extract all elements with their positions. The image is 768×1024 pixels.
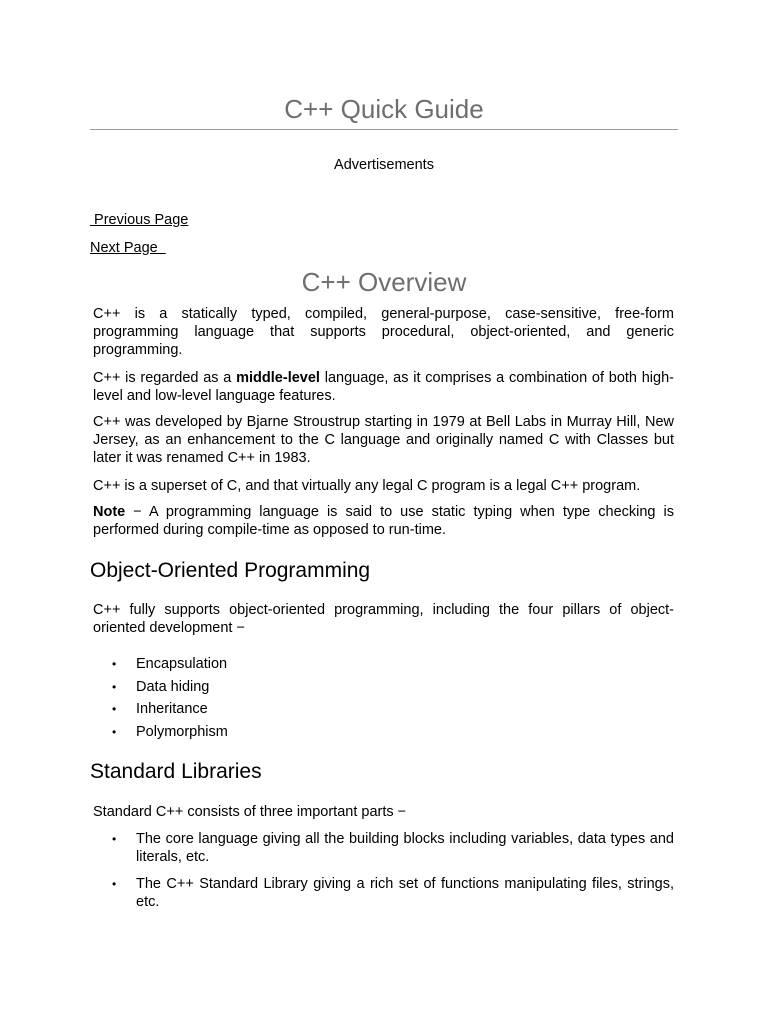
oop-intro: C++ fully supports object-oriented programming, including the four pillars of object-oriented development − — [93, 602, 674, 637]
overview-paragraph-1: C++ is a statically typed, compiled, general-purpose, case-sensitive, free-form programming language that supports procedural, object-oriented, and generic programming. — [93, 306, 674, 359]
title-divider — [90, 129, 678, 130]
next-page-link[interactable]: Next Page — [90, 240, 166, 256]
bullet-icon: • — [112, 702, 117, 717]
list-item-text: Encapsulation — [136, 656, 228, 672]
previous-page-link[interactable]: Previous Page — [90, 212, 189, 228]
list-item-text: Inheritance — [136, 701, 208, 718]
overview-paragraph-2-end: language, as it comprises a combination of both high-level and low-level language features. — [93, 370, 674, 405]
standard-libraries-list — [93, 830, 674, 920]
advertisements-label: Advertisements — [334, 157, 434, 173]
oop-pillars-list — [93, 655, 674, 746]
bullet-icon: • — [112, 679, 117, 694]
bullet-icon: • — [112, 832, 117, 846]
list-item-text: The C++ Standard Library giving a rich set of functions manipulating files, strings, etc. — [136, 876, 674, 910]
overview-paragraph-2 — [93, 369, 674, 405]
list-item-text: Polymorphism — [136, 724, 228, 741]
list-item — [93, 678, 674, 696]
note-text: − A programming language is said to use static typing when type checking is performed during compile-time as opposed to run-time. — [93, 504, 674, 539]
overview-paragraph-3: C++ was developed by Bjarne Stroustrup starting in 1979 at Bell Labs in Murray Hill, New Jersey, as an enhancement to the C language and originally named C with Classes but later it was renamed C++ in 1983. — [93, 414, 674, 467]
oop-heading: Object-Oriented Programming — [90, 559, 371, 582]
standard-libraries-intro: Standard C++ consists of three important parts − — [93, 804, 407, 820]
overview-paragraph-2-start: C++ is regarded as a — [93, 370, 237, 386]
list-item — [93, 723, 674, 741]
note-label: Note — [93, 504, 126, 520]
list-item — [93, 655, 674, 673]
document-title: C++ Quick Guide — [284, 94, 484, 124]
overview-paragraph-4: C++ is a superset of C, and that virtually any legal C program is a legal C++ program. — [93, 478, 641, 494]
bullet-icon: • — [112, 657, 117, 671]
list-item — [93, 830, 674, 866]
list-item — [93, 875, 674, 911]
overview-heading: C++ Overview — [301, 267, 467, 297]
note-paragraph — [93, 503, 674, 539]
bullet-icon: • — [112, 877, 117, 891]
list-item-text: The core language giving all the building blocks including variables, data types and literals, etc. — [136, 831, 674, 865]
standard-libraries-heading: Standard Libraries — [90, 760, 262, 783]
bullet-icon: • — [112, 725, 117, 740]
list-item-text: Data hiding — [136, 678, 210, 695]
list-item — [93, 700, 674, 718]
middle-level-term: middle-level — [236, 370, 320, 386]
